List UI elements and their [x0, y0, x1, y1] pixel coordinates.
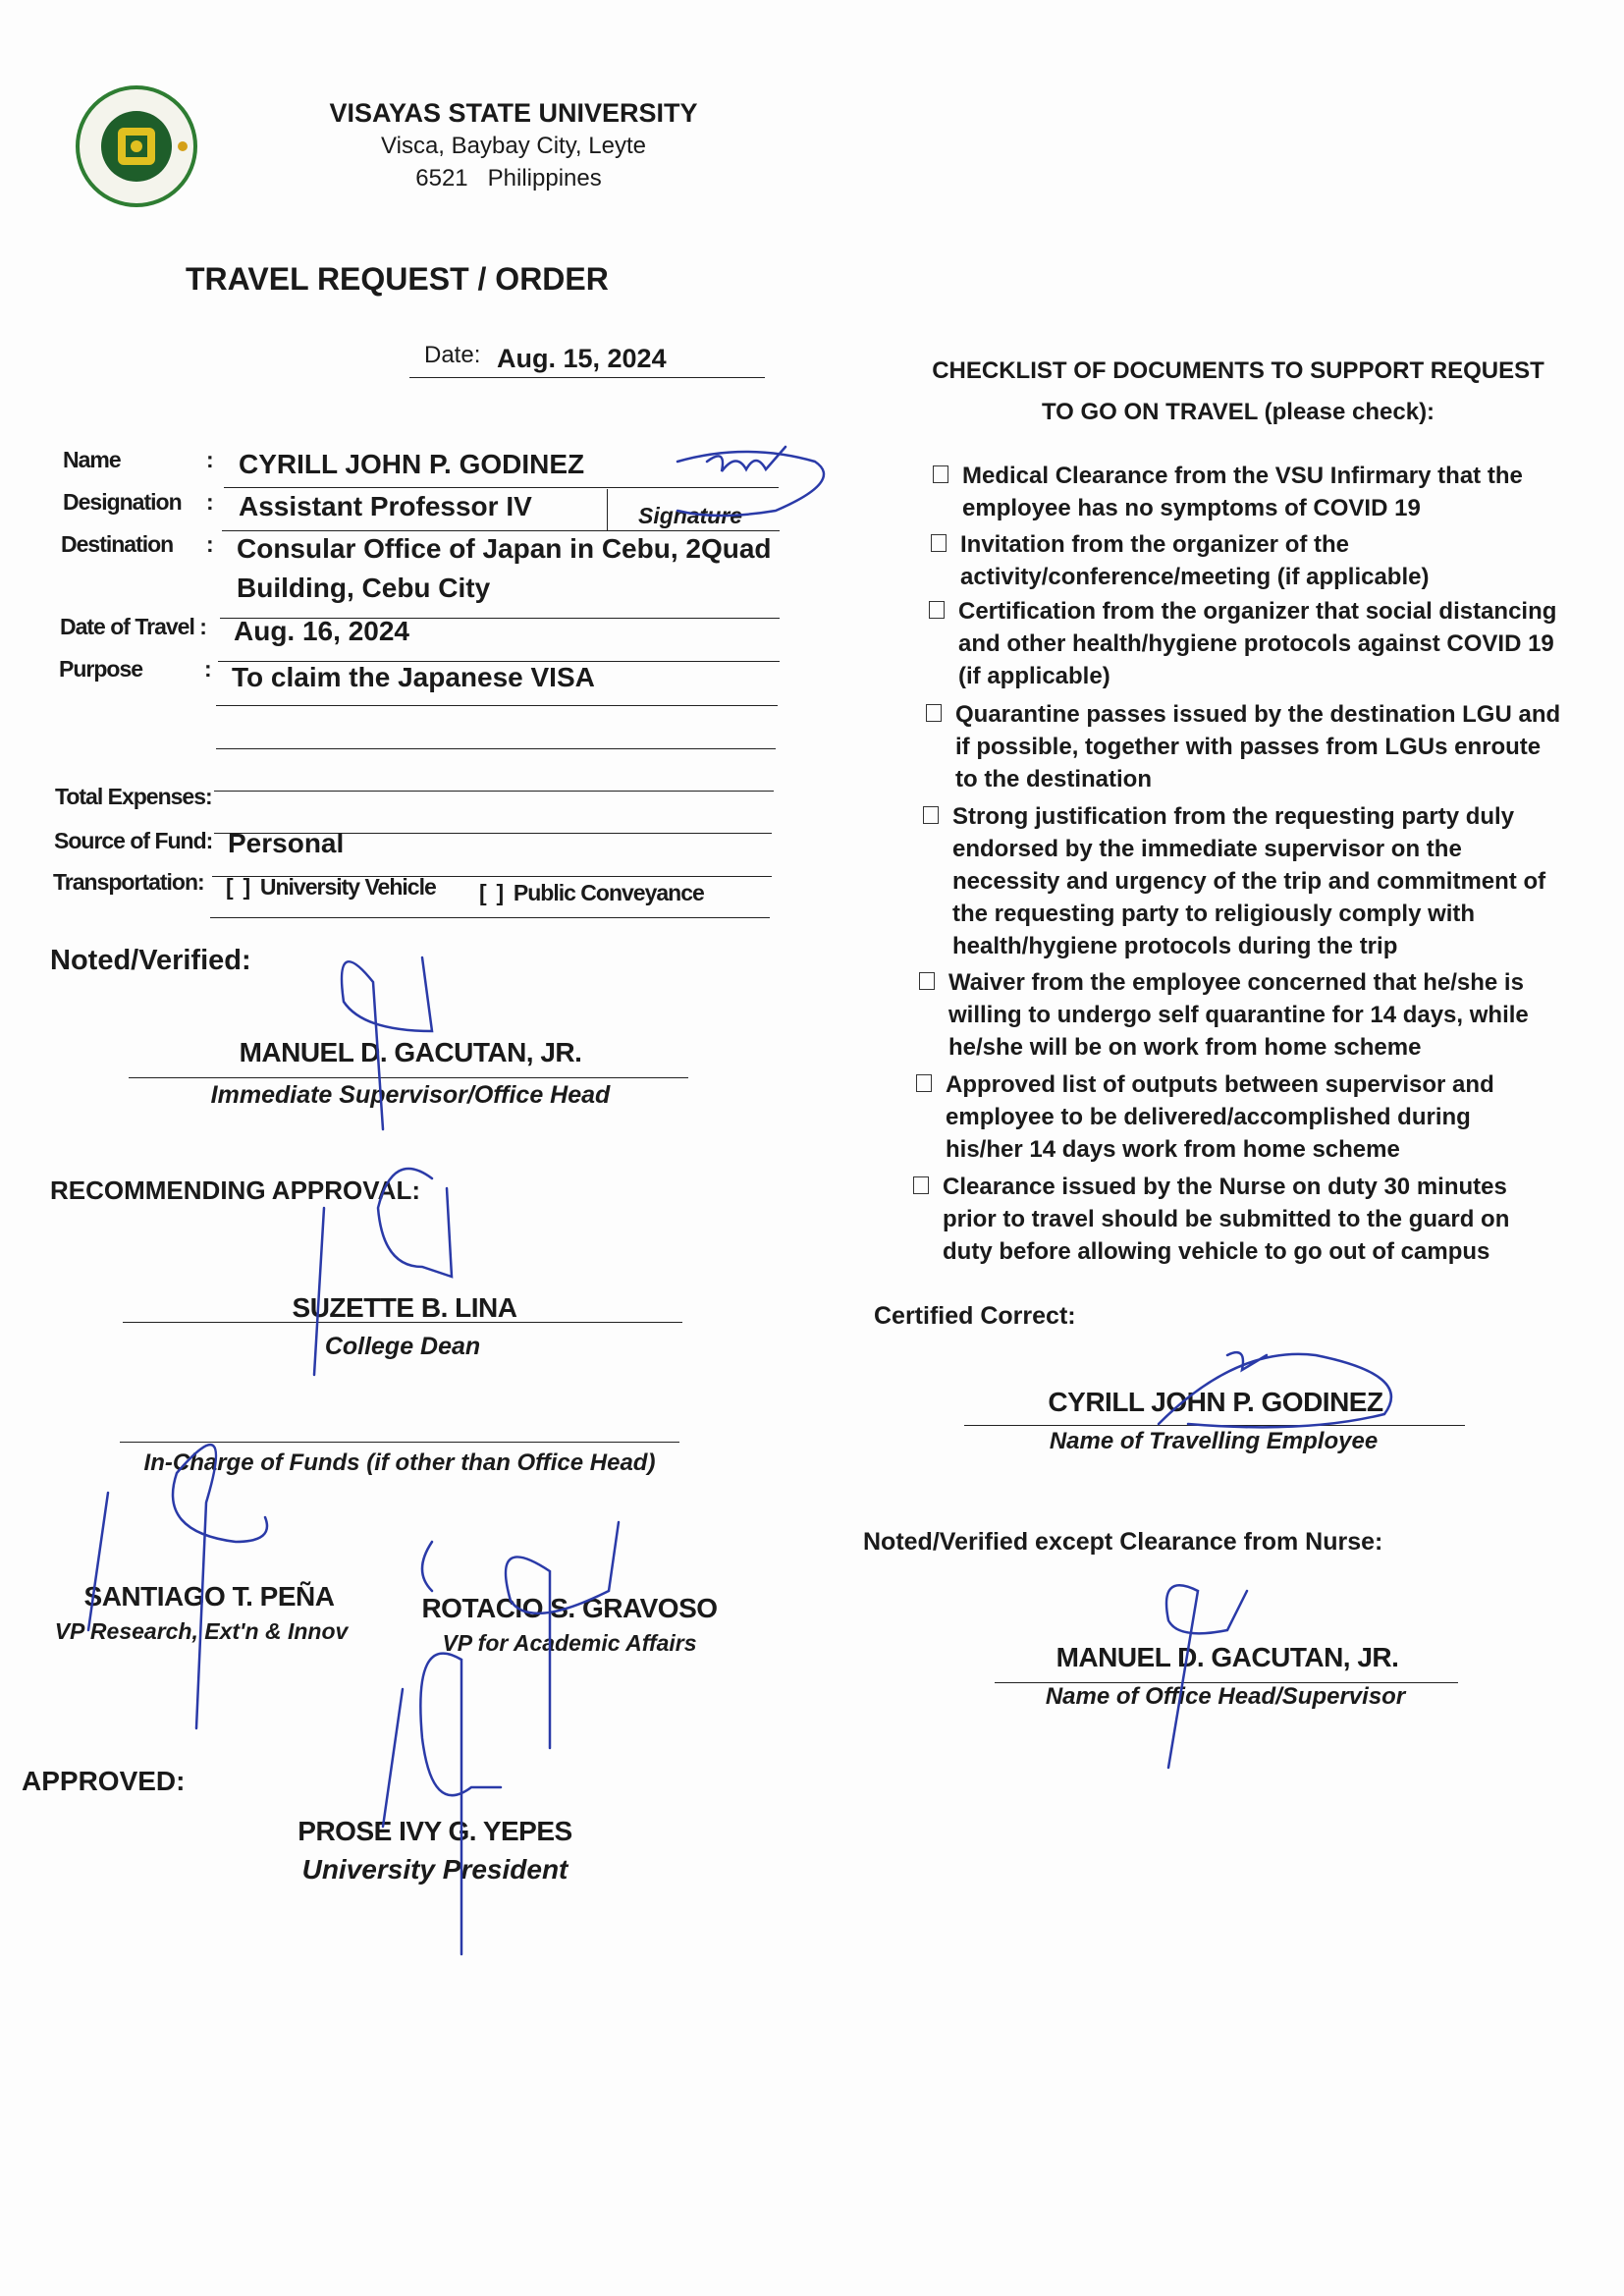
recommending-signatory-role: College Dean [324, 1333, 481, 1360]
total-expenses-label: Total Expenses: [55, 784, 212, 809]
date-underline [409, 377, 765, 378]
name-value: CYRILL JOHN P. GODINEZ [239, 449, 585, 479]
checklist-heading-line2: TO GO ON TRAVEL (please check): [1041, 399, 1435, 425]
checkbox[interactable] [916, 1074, 932, 1092]
noted-except-nurse-label: Noted/Verified except Clearance from Nurse: [863, 1528, 1383, 1556]
name-label: Name [63, 447, 121, 472]
vp-academic-name: ROTACIO S. GRAVOSO [421, 1593, 718, 1623]
president-role: University President [301, 1854, 568, 1885]
university-address-line1: Visca, Baybay City, Leyte [381, 133, 646, 159]
in-charge-of-funds-role: In-Charge of Funds (if other than Office Head) [143, 1449, 656, 1476]
signature-mark [383, 1654, 501, 1954]
transport-option-public-conveyance[interactable]: [ ] Public Conveyance [479, 880, 704, 905]
purpose-blank-line [216, 748, 776, 749]
designation-value: Assistant Professor IV [239, 491, 532, 521]
name-underline [224, 487, 779, 488]
recommending-signature-line [123, 1322, 682, 1323]
employee-role: Name of Travelling Employee [1049, 1428, 1379, 1454]
office-head-name: MANUEL D. GACUTAN, JR. [1056, 1642, 1399, 1672]
destination-value-line2: Building, Cebu City [237, 573, 491, 603]
checkbox[interactable] [931, 534, 947, 552]
destination-value-line1: Consular Office of Japan in Cebu, 2Quad [237, 533, 772, 564]
checkbox[interactable] [913, 1176, 929, 1194]
date-value: Aug. 15, 2024 [497, 344, 667, 373]
certified-correct-label: Certified Correct: [874, 1302, 1076, 1330]
purpose-value: To claim the Japanese VISA [232, 662, 595, 692]
university-name: VISAYAS STATE UNIVERSITY [329, 98, 698, 128]
checkbox[interactable] [933, 465, 948, 483]
colon: : [204, 656, 211, 682]
noted-signatory-role: Immediate Supervisor/Office Head [210, 1081, 611, 1109]
destination-label: Destination [61, 531, 174, 557]
purpose-underline [216, 705, 778, 706]
university-address-line2: 6521 Philippines [415, 165, 602, 191]
transport-option-university-vehicle[interactable]: [ ] University Vehicle [226, 874, 436, 900]
source-of-fund-value: Personal [228, 828, 345, 858]
funds-signature-line [120, 1442, 679, 1443]
vp-research-role: VP Research, Ext'n & Innov [54, 1618, 349, 1644]
colon: : [206, 531, 213, 557]
transportation-label: Transportation: [53, 869, 204, 895]
designation-label: Designation [63, 489, 182, 515]
president-name: PROSE IVY G. YEPES [298, 1816, 572, 1846]
checkbox[interactable] [919, 972, 935, 990]
recommending-signatory-name: SUZETTE B. LINA [292, 1292, 517, 1323]
recommending-approval-label: RECOMMENDING APPROVAL: [50, 1175, 420, 1205]
vp-academic-role: VP for Academic Affairs [442, 1630, 697, 1656]
noted-verified-label: Noted/Verified: [50, 945, 251, 976]
purpose-label: Purpose [59, 656, 143, 682]
colon: : [206, 447, 213, 472]
university-seal-logo [75, 84, 198, 208]
date-label: Date: [424, 342, 481, 368]
checkbox[interactable] [929, 601, 945, 619]
designation-underline [222, 530, 780, 531]
checklist-heading-line1: CHECKLIST OF DOCUMENTS TO SUPPORT REQUEST [932, 357, 1544, 384]
noted-signatory-name: MANUEL D. GACUTAN, JR. [239, 1037, 582, 1067]
checkbox[interactable] [923, 806, 939, 824]
employee-name: CYRILL JOHN P. GODINEZ [1048, 1387, 1383, 1417]
checkbox[interactable] [926, 704, 942, 722]
colon: : [206, 489, 213, 515]
employee-signature-line [964, 1425, 1465, 1426]
purpose-blank-line [214, 791, 774, 792]
form-title: TRAVEL REQUEST / ORDER [186, 261, 609, 297]
vp-research-name: SANTIAGO T. PEÑA [83, 1581, 335, 1612]
signature-divider [607, 489, 608, 530]
approved-label: APPROVED: [22, 1766, 186, 1796]
source-of-fund-label: Source of Fund: [54, 828, 213, 853]
signature-mark [1166, 1585, 1247, 1768]
office-head-role: Name of Office Head/Supervisor [1045, 1683, 1406, 1710]
signature-label: Signature [638, 503, 743, 528]
date-of-travel-value: Aug. 16, 2024 [234, 616, 409, 646]
date-of-travel-label: Date of Travel : [60, 614, 206, 639]
transportation-underline [210, 917, 770, 918]
noted-signature-line [129, 1077, 688, 1078]
